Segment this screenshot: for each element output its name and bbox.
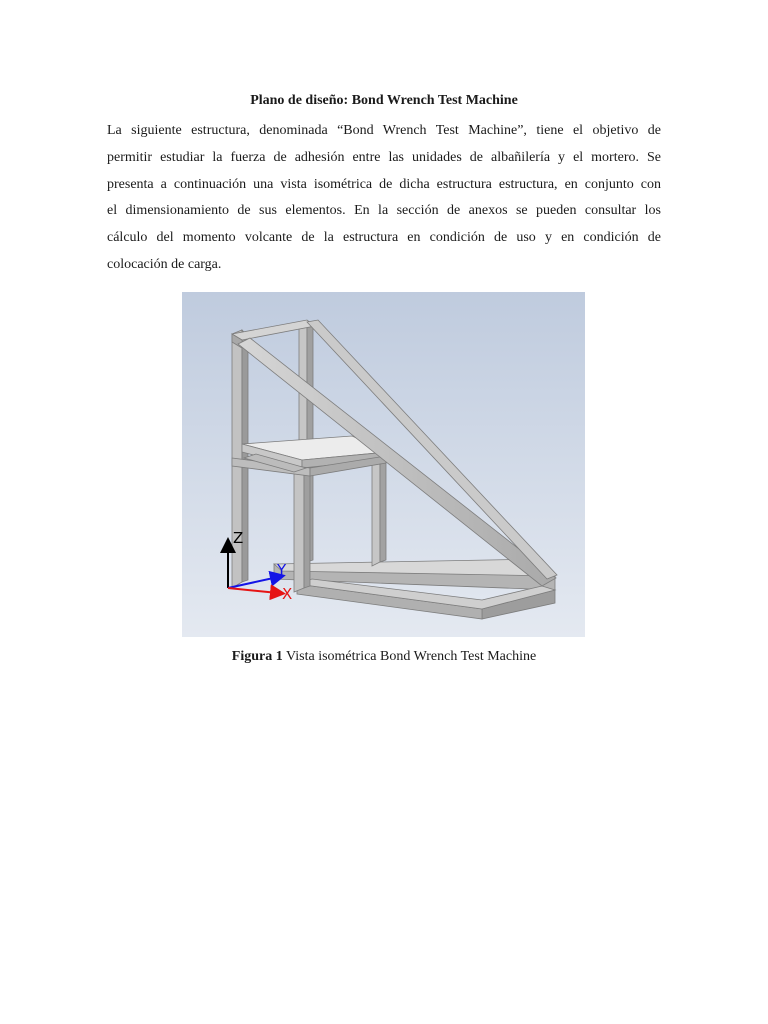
paragraph-line: el dimensionamiento de sus elementos. En la sección de anexos se pueden consultar los [107,203,661,219]
paragraph-line: presenta a continuación una vista isométrica de dicha estructura estructura, en conjunto con [107,176,661,192]
caption-label: Figura 1 [231,649,283,664]
y-axis-label: Y [277,561,287,579]
document-title: Plano de diseño: Bond Wrench Test Machine [250,93,518,108]
body-paragraph [107,118,661,279]
x-axis-label: X [282,585,293,603]
figure-caption [0,647,768,667]
paragraph-line: La siguiente estructura, denominada “Bond Wrench Test Machine”, tiene el objetivo de [107,123,661,138]
paragraph-line: cálculo del momento volcante de la estructura en condición de uso y en condición de [107,230,661,246]
paragraph-line: colocación de carga. [107,256,222,272]
z-axis-label: Z [233,529,244,547]
paragraph-line: permitir estudiar la fuerza de adhesión entre las unidades de albañilería y el mortero. Se [107,149,661,165]
isometric-figure [182,292,585,637]
caption-text: Vista isométrica Bond Wrench Test Machine [282,649,537,664]
isometric-render [182,292,585,637]
